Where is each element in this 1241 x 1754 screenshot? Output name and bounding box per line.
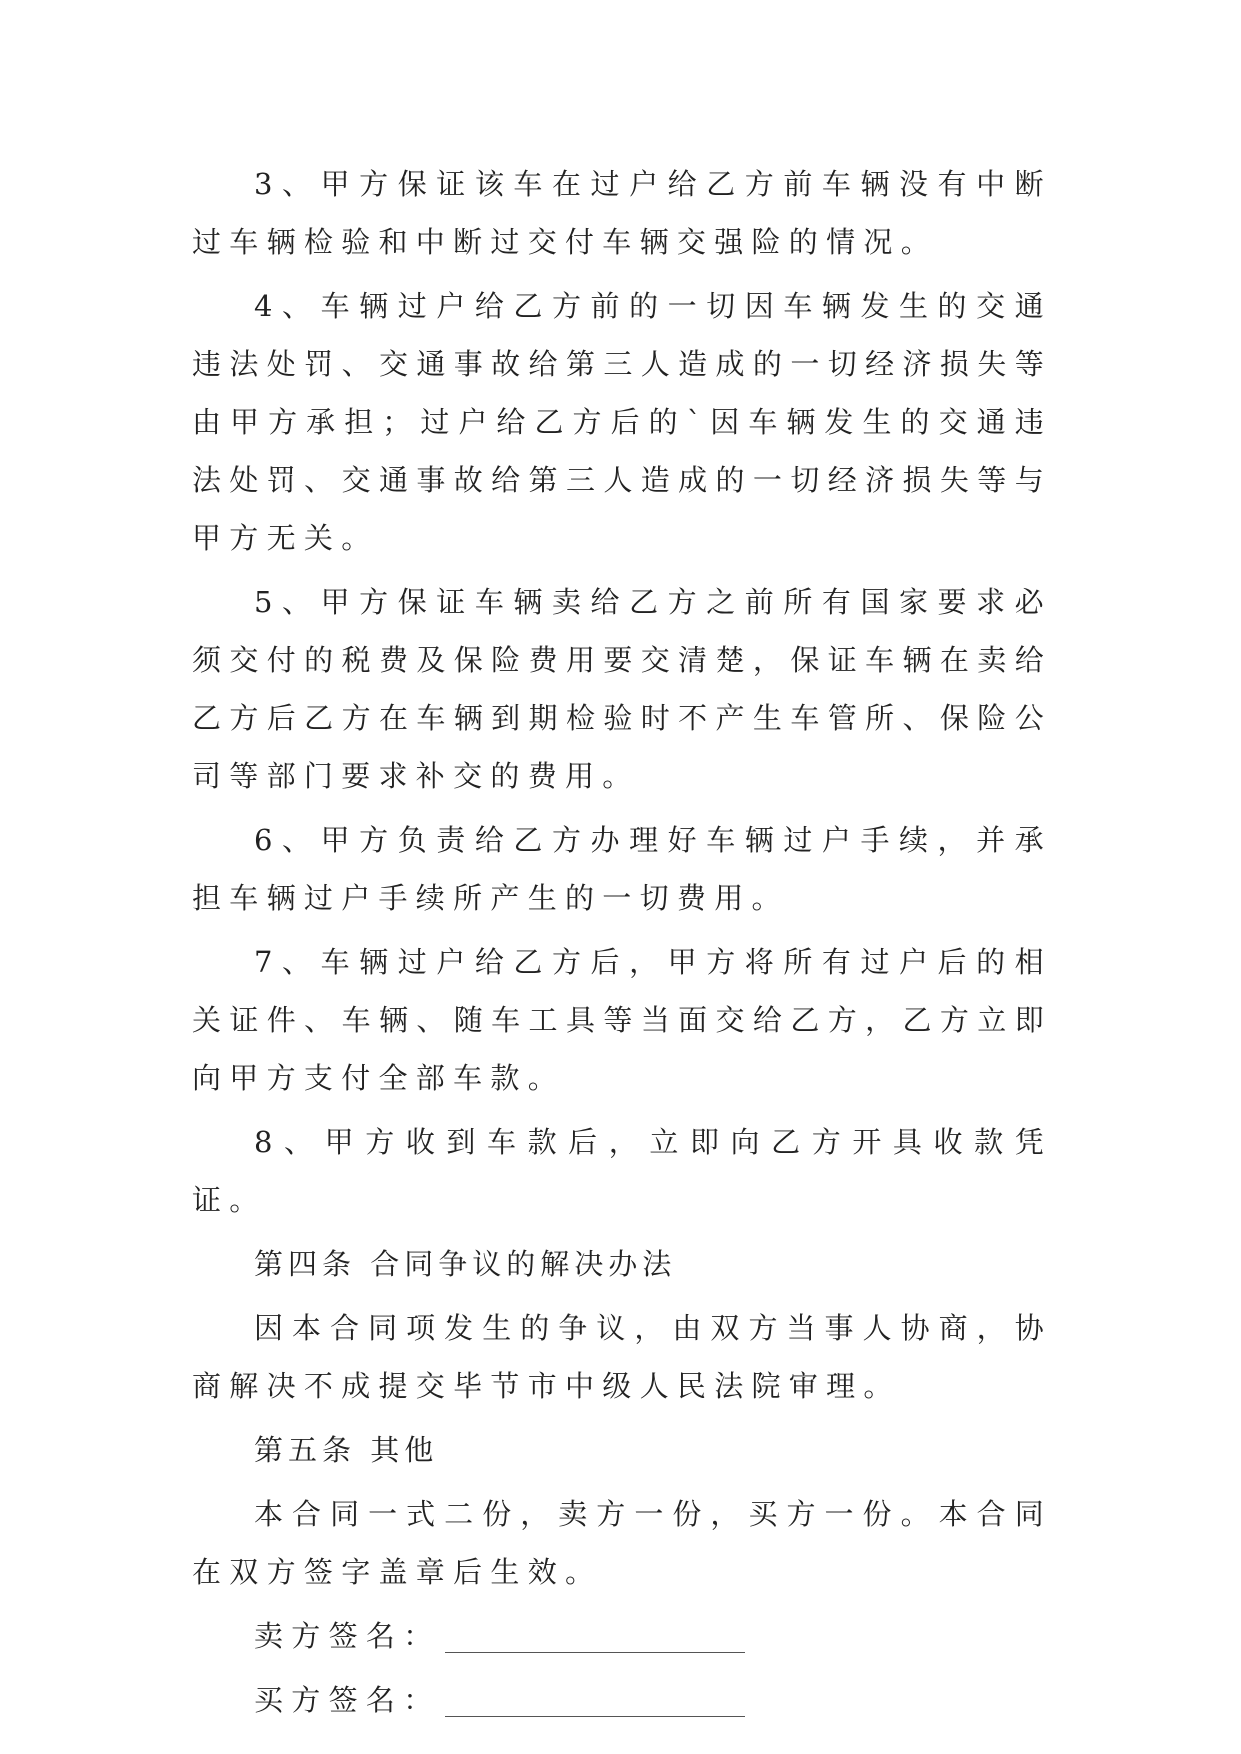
- buyer-signature-row: [192, 1671, 1052, 1729]
- buyer-signature-label: 买方签名：: [254, 1683, 441, 1717]
- seller-signature-row: [192, 1607, 1052, 1665]
- contract-body: [192, 155, 1052, 1735]
- article-4-heading: 第四条 合同争议的解决办法: [254, 1247, 677, 1281]
- buyer-signature-line: [445, 1688, 745, 1717]
- clause-5: 5、甲方保证车辆卖给乙方之前所有国家要求必须交付的税费及保险费用要交清楚，保证车辆在卖给乙方后乙方在车辆到期检验时不产生车管所、保险公司等部门要求补交的费用。: [192, 585, 1052, 793]
- article-4-body: 因本合同项发生的争议，由双方当事人协商，协商解决不成提交毕节市中级人民法院审理。: [192, 1311, 1052, 1403]
- clause-4: 4、车辆过户给乙方前的一切因车辆发生的交通违法处罚、交通事故给第三人造成的一切经济损失等由甲方承担；过户给乙方后的`因车辆发生的交通违法处罚、交通事故给第三人造成的一切经济损失等与甲方无关。: [192, 289, 1052, 555]
- seller-signature-label: 卖方签名：: [254, 1619, 441, 1653]
- clause-6: 6、甲方负责给乙方办理好车辆过户手续，并承担车辆过户手续所产生的一切费用。: [192, 823, 1052, 915]
- seller-signature-line: [445, 1624, 745, 1653]
- clause-8: 8、甲方收到车款后，立即向乙方开具收款凭证。: [192, 1125, 1052, 1217]
- clause-7: 7、车辆过户给乙方后，甲方将所有过户后的相关证件、车辆、随车工具等当面交给乙方，乙方立即向甲方支付全部车款。: [192, 945, 1052, 1095]
- article-5-body: 本合同一式二份，卖方一份，买方一份。本合同在双方签字盖章后生效。: [192, 1497, 1052, 1589]
- article-5-heading: 第五条 其他: [254, 1433, 439, 1467]
- clause-3: 3、甲方保证该车在过户给乙方前车辆没有中断过车辆检验和中断过交付车辆交强险的情况。: [192, 167, 1052, 259]
